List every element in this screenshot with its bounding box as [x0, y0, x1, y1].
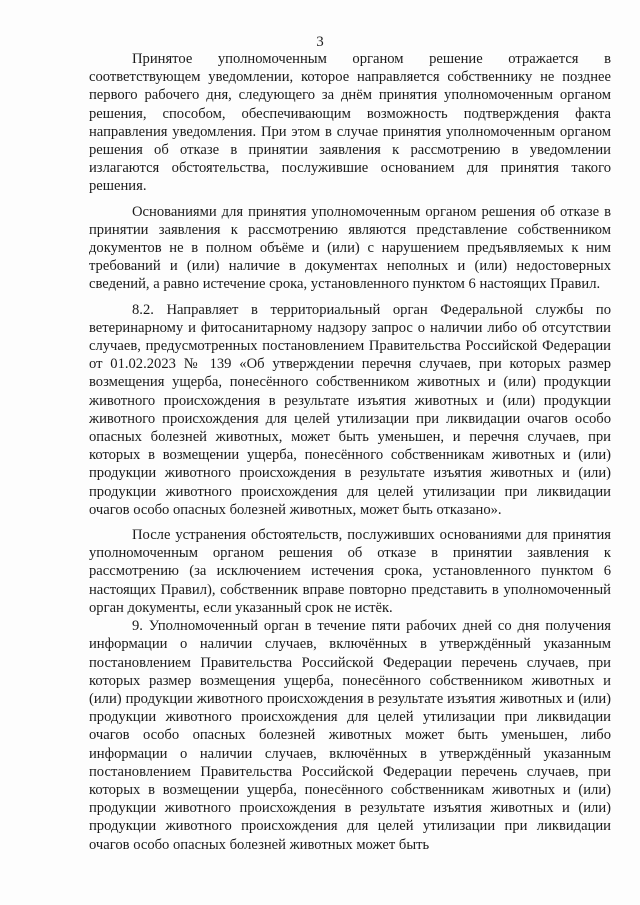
paragraph-refusal-grounds: Основаниями для принятия уполномоченным органом решения об отказе в принятии заявления к рассмотрению являются представление собственником документов не в полном объёме и (или) с нарушением предъявляемых к ним требований и (или) наличие в документах неполных и (или) недостоверных сведений, а равно истечение срока, установленного пунктом 6 настоящих Правил. [89, 203, 611, 293]
paragraph-9: 9. Уполномоченный орган в течение пяти рабочих дней со дня получения информации о наличии случаев, включённых в утверждённый указанным постановлением Правительства Российской Федерации перечень случаев, при которых размер возмещения ущерба, понесённого собственником животных и (или) продукции животного происхождения в результате изъятия животных и (или) продукции животного происхождения для целей утилизации при ликвидации очагов особо опасных болезней животных может быть уменьшен, либо информации о наличии случаев, включённых в утверждённый указанным постановлением Правительства Российской Федерации перечень случаев, при которых в возмещении ущерба, понесённого собственникам животных и (или) продукции животного происхождения в результате изъятия животных и (или) продукции животного происхождения для целей утилизации при ликвидации очагов особо опасных болезней животных может быть [89, 618, 611, 853]
paragraph-decision-notification: Принятое уполномоченным органом решение отражается в соответствующем уведомлении, которое направляется собственнику не позднее первого рабочего дня, следующего за днём принятия уполномоченным органом решения, способом, обеспечивающим возможность подтверждения факта направления уведомления. При этом в случае принятия уполномоченным органом решения об отказе в принятии заявления к рассмотрению в уведомлении излагаются обстоятельства, послужившие основанием для принятия такого решения. [89, 51, 611, 195]
paragraph-8-2-request: 8.2. Направляет в территориальный орган Федеральной службы по ветеринарному и фитосанитарному надзору запрос о наличии либо об отсутствии случаев, предусмотренных постановлением Правительства Российской Федерации от 01.02.2023 № 139 «Об утверждении перечня случаев, при которых размер возмещения ущерба, понесённого собственником животных и (или) продукции животного происхождения в результате изъятия животных и (или) продукции животного происхождения для целей утилизации при ликвидации очагов особо опасных болезней животных, может быть уменьшен, и перечня случаев, при которых в возмещении ущерба, понесённого собственникам животных и (или) продукции животного происхождения в результате изъятия животных и (или) продукции животного происхождения для целей утилизации при ликвидации очагов особо опасных болезней животных, может быть отказано». [89, 301, 611, 518]
page-number: 3 [316, 34, 324, 50]
document-body [89, 50, 611, 854]
paragraph-resubmission: После устранения обстоятельств, послуживших основаниями для принятия уполномоченным органом решения об отказе в принятии заявления к рассмотрению (за исключением истечения срока, установленного пунктом 6 настоящих Правил), собственник вправе повторно представить в уполномоченный орган документы, если указанный срок не истёк. [89, 527, 611, 616]
